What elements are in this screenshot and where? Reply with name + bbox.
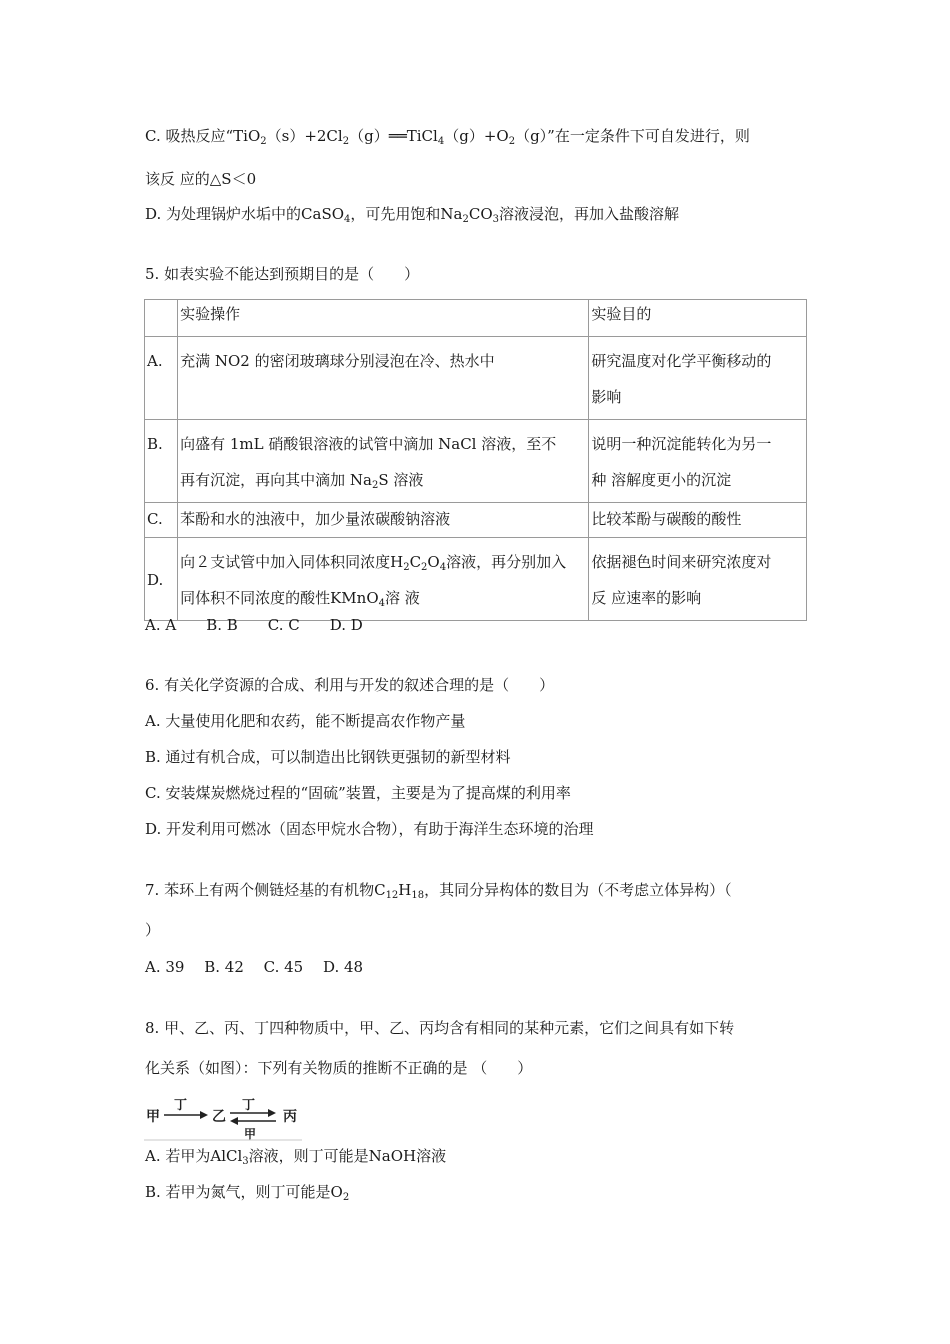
q7-stem-continued: ） (145, 921, 161, 939)
arrowhead-icon (268, 1109, 276, 1117)
q6-option-d: D. 开发利用可燃冰（固态甲烷水合物），有助于海洋生态环境的治理 (145, 820, 594, 838)
q8-stem-line2: 化关系（如图）：下列有关物质的推断不正确的是 （ ） (145, 1059, 533, 1077)
row-operation: 充满 NO2 的密闭玻璃球分别浸泡在冷、热水中 (178, 337, 589, 420)
table-header-row (145, 300, 807, 337)
row-label: D. (145, 538, 178, 621)
table-row (145, 538, 807, 621)
diagram-label-jia: 甲 (146, 1109, 160, 1125)
q7-stem: 7. 苯环上有两个侧链烃基的有机物$C_{12}H_{18}$，其同分异构体的数目为（不考虑立体异构）（ (145, 881, 732, 901)
q7-options: A. 39 B. 42 C. 45 D. 48 (145, 958, 364, 976)
q5-experiment-table (144, 299, 807, 621)
q6-option-c: C. 安装煤炭燃烧过程的“固硫”装置，主要是为了提高煤的利用率 (145, 784, 571, 802)
row-operation: 向２支试管中加入同体积同浓度$H_2C_2O_4$溶液，再分别加入 同体积不同浓度的酸性KMnO$_4$溶 液 (178, 538, 589, 621)
q6-option-b: B. 通过有机合成，可以制造出比钢铁更强韧的新型材料 (145, 748, 511, 766)
arrowhead-icon (200, 1111, 208, 1119)
arrowhead-icon (230, 1117, 238, 1125)
row-label: A. (145, 337, 178, 420)
diagram-label-jia-2: 甲 (244, 1127, 257, 1141)
table-row (145, 420, 807, 503)
q4-option-d: D. 为处理锅炉水垢中的CaSO$_4$，可先用饱和$Na_2CO_3$溶液浸泡，再加入盐酸溶解 (145, 205, 680, 225)
row-purpose: 研究温度对化学平衡移动的 影响 (589, 337, 807, 420)
q8-option-a: A. 若甲为AlCl$_3$溶液，则丁可能是NaOH溶液 (145, 1147, 447, 1167)
diagram-label-ding-1: 丁 (174, 1098, 188, 1113)
q8-option-b: B. 若甲为氮气，则丁可能是$O_2$ (145, 1183, 350, 1203)
table-header-cell: 实验操作 (178, 300, 589, 337)
diagram-label-yi: 乙 (212, 1109, 226, 1125)
q5-options: A. A B. B C. C D. D (145, 616, 363, 634)
row-label: C. (145, 503, 178, 538)
q4-option-c-line2: 该反 应的△S＜0 (145, 170, 257, 188)
q4-option-c-line1: C. 吸热反应“$TiO_2(s)+2Cl_2(g)══TiCl_4(g)+O_2(g)$”在一定条件下可自发进行，则 (145, 127, 750, 147)
q6-option-a: A. 大量使用化肥和农药，能不断提高农作物产量 (145, 712, 466, 730)
table-row (145, 503, 807, 538)
table-header-cell: 实验目的 (589, 300, 807, 337)
row-purpose: 比较苯酚与碳酸的酸性 (589, 503, 807, 538)
row-operation: 向盛有 1mL 硝酸银溶液的试管中滴加 NaCl 溶液，至不 再有沉淀，再向其中滴加 $Na_2S$ 溶液 (178, 420, 589, 503)
row-purpose: 依据褪色时间来研究浓度对 反 应速率的影响 (589, 538, 807, 621)
row-operation: 苯酚和水的浊液中，加少量浓碳酸钠溶液 (178, 503, 589, 538)
q8-stem-line1: 8. 甲、乙、丙、丁四种物质中，甲、乙、丙均含有相同的某种元素，它们之间具有如下转 (145, 1019, 735, 1037)
q6-stem: 6. 有关化学资源的合成、利用与开发的叙述合理的是（ ） (145, 676, 555, 694)
row-purpose: 说明一种沉淀能转化为另一 种 溶解度更小的沉淀 (589, 420, 807, 503)
diagram-label-bing: 丙 (283, 1109, 297, 1125)
q8-conversion-diagram (144, 1094, 304, 1142)
table-header-cell (145, 300, 178, 337)
row-label: B. (145, 420, 178, 503)
q5-stem: 5. 如表实验不能达到预期目的是（ ） (145, 265, 420, 283)
table-row (145, 337, 807, 420)
diagram-label-ding-2: 丁 (242, 1098, 256, 1113)
